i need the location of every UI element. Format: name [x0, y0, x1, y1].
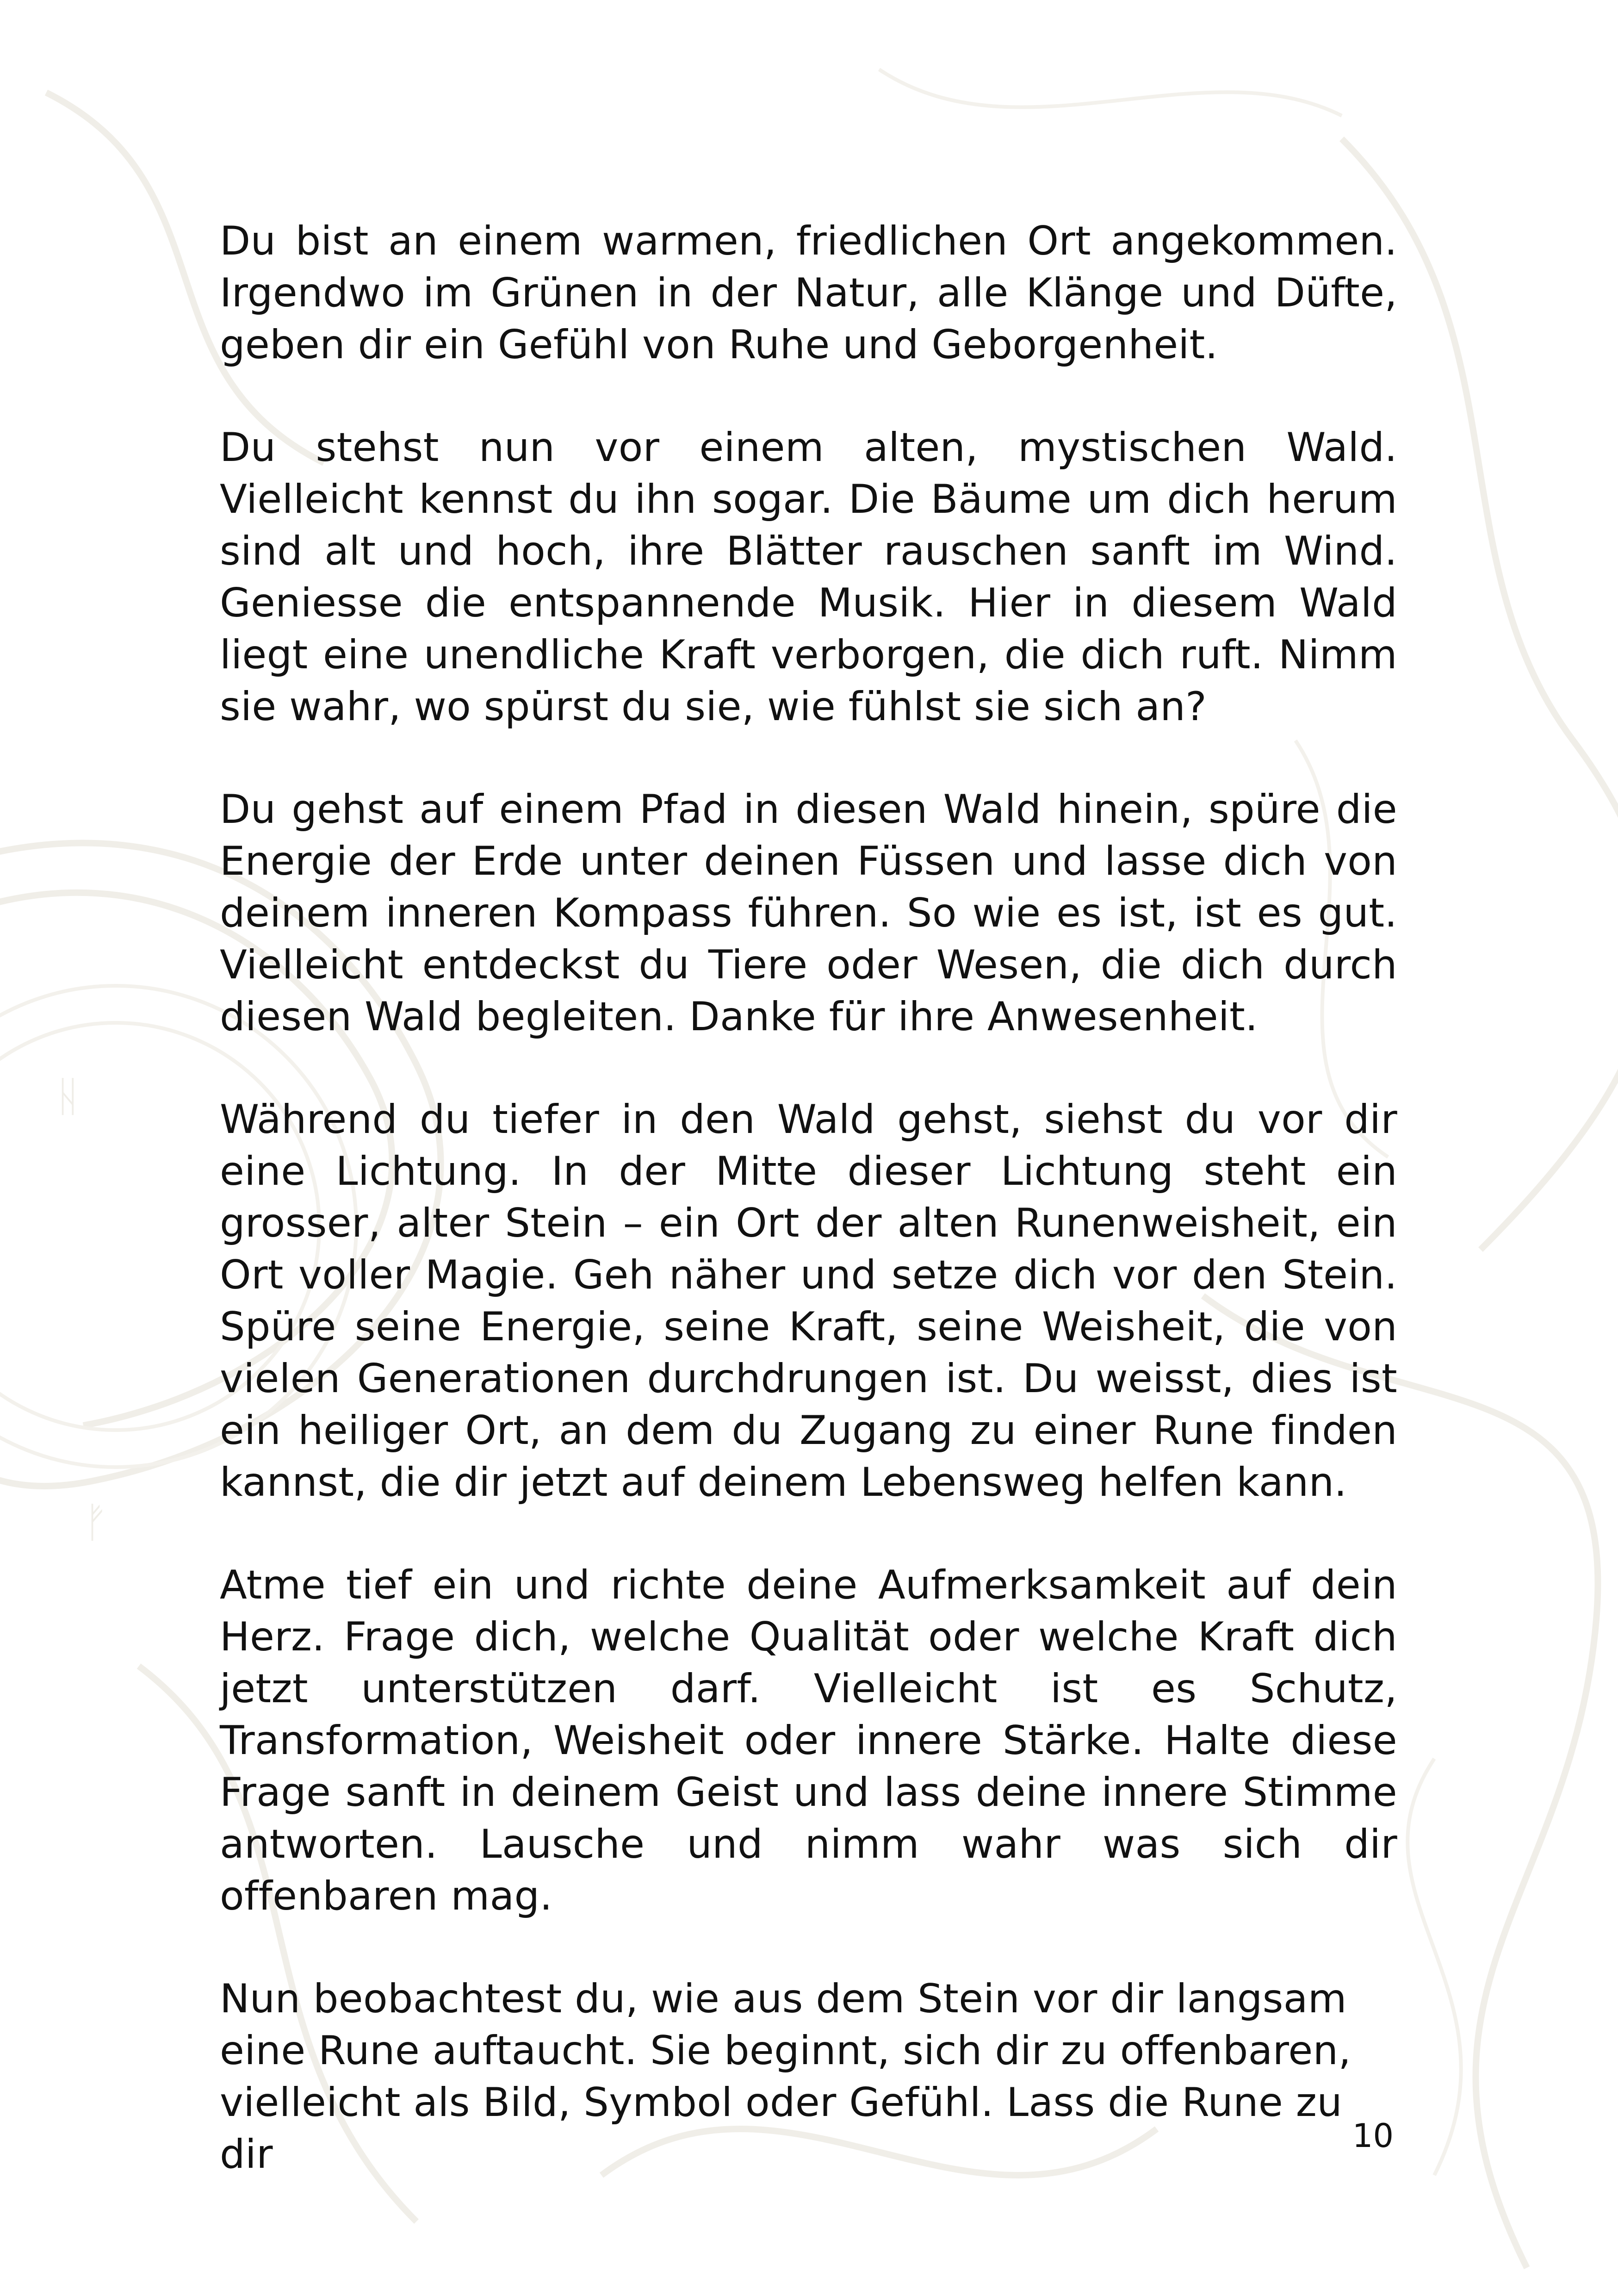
paragraph-4: Während du tiefer in den Wald gehst, siehst du vor dir eine Lichtung. In der Mitte dieser Lichtung steht ein grosser, alter Stein – ein Ort der alten Runenweisheit, ein Ort voller Magie. Geh näher und setze dich vor den Stein. Spüre seine Energie, seine Kraft, seine Weisheit, die von vielen Generationen durchdrungen ist. Du weisst, dies ist ein heiliger Ort, an dem du Zugang zu einer Rune finden kannst, die dir jetzt auf deinem Lebensweg helfen kann. — [220, 1096, 1397, 1506]
paragraph-6: Nun beobachtest du, wie aus dem Stein vor dir langsam eine Rune auftaucht. Sie beginnt, sich dir zu offenbaren, vielleicht als Bild, Symbol oder Gefühl. Lass die Rune zu dir — [220, 1976, 1351, 2178]
paragraph-2: Du stehst nun vor einem alten, mystischen Wald. Vielleicht kennst du ihn sogar. Die Bäume um dich herum sind alt und hoch, ihre Blätter rauschen sanft im Wind. Geniesse die entspannende Musik. Hier in diesem Wald liegt eine unendliche Kraft verborgen, die dich ruft. Nimm sie wahr, wo spürst du sie, wie fühlst sie sich an? — [220, 424, 1397, 730]
body-text — [220, 215, 1397, 2231]
paragraph-1: Du bist an einem warmen, friedlichen Ort angekommen. Irgendwo im Grünen in der Natur, alle Klänge und Düfte, geben dir ein Gefühl von Ruhe und Geborgenheit. — [220, 218, 1397, 368]
page-number: 10 — [1352, 2117, 1394, 2155]
paragraph-3: Du gehst auf einem Pfad in diesen Wald hinein, spüre die Energie der Erde unter deinen Füssen und lasse dich von deinem inneren Kompass führen. So wie es ist, ist es gut. Vielleicht entdeckst du Tiere oder Wesen, die dich durch diesen Wald begleiten. Danke für ihre Anwesenheit. — [220, 786, 1397, 1040]
paragraph-5: Atme tief ein und richte deine Aufmerksamkeit auf dein Herz. Frage dich, welche Qualität oder welche Kraft dich jetzt unterstützen darf. Vielleicht ist es Schutz, Transformation, Weisheit oder innere Stärke. Halte diese Frage sanft in deinem Geist und lass deine innere Stimme antworten. Lausche und nimm wahr was sich dir offenbaren mag. — [220, 1562, 1397, 1919]
svg-text:ᚺ: ᚺ — [56, 1072, 81, 1121]
svg-text:ᚠ: ᚠ — [83, 1498, 108, 1547]
